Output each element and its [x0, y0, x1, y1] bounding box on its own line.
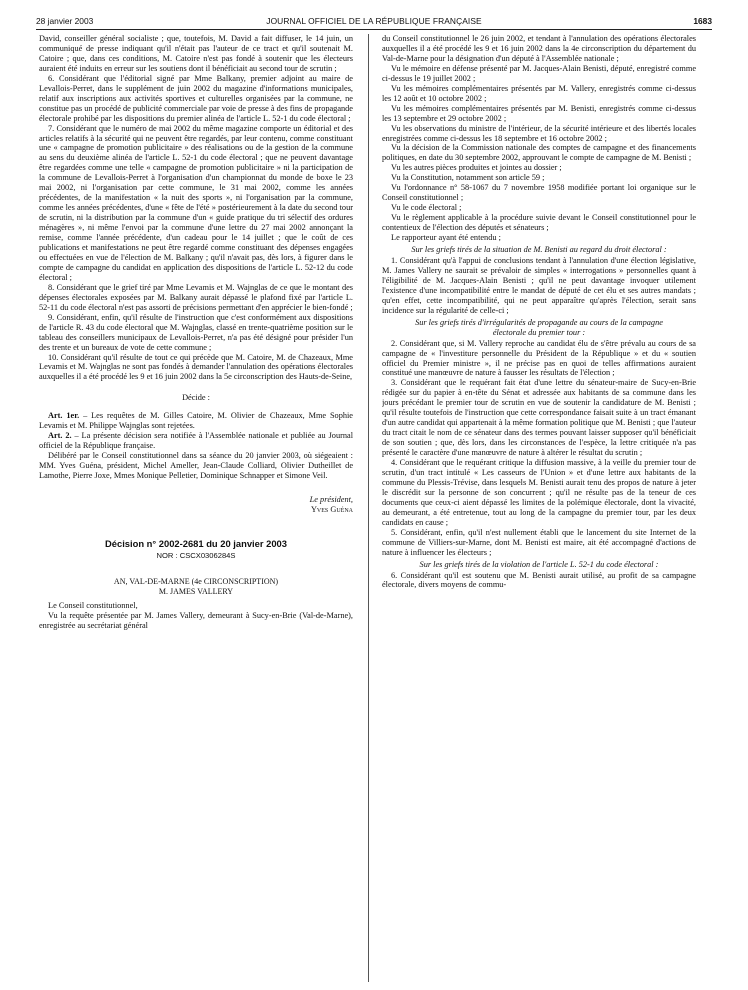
paragraph: 10. Considérant qu'il résulte de tout ce qui précède que M. Catoire, M. de Chazeaux, Mme Levamis et M. Wajnglas ne sont pas fondés à demander l'annulation des opérations électorales auxquelles il a été procédé les 9 et 16 juin 2002 dans la 5e circonscription des Hauts-de-Seine,: [39, 352, 353, 382]
article-2: [39, 431, 353, 451]
paragraph: Vu la requête présentée par M. James Vallery, demeurant à Sucy-en-Brie (Val-de-Marne), enregistrée au secrétariat général: [39, 610, 353, 630]
paragraph: 4. Considérant que le requérant critique la diffusion massive, à la veille du premier tour de scrutin, d'un tract intitulé « Les casseurs de l'Union » et d'une lettre aux habitants de la commune du Plessis-Trévise, dans lesquels M. Benisti aurait tenu des propos de nature à jeter le discrédit sur la personne de son concurrent ; qu'il ne résulte pas de la teneur de ces documents que ceux-ci aient dépassé les limites de la polémique électorale, dont la vivacité, au demeurant, a été entretenue, tout au long de la campagne du premier tour, par les deux candidats en cause ;: [382, 458, 696, 527]
paragraph: 8. Considérant que le grief tiré par Mme Levamis et M. Wajnglas de ce que le montant des dépenses électorales exposées par M. Balkany aurait dépassé le plafond fixé par l'article L. 52-11 du code électoral n'est pas assorti de précisions permettant d'en apprécier le bien-fondé ;: [39, 282, 353, 312]
section-heading: Sur les griefs tirés de la situation de M. Benisti au regard du droit électoral :: [411, 245, 667, 255]
header-rule: [36, 29, 712, 30]
paragraph: 5. Considérant, enfin, qu'il n'est nullement établi que le lancement du site Internet de la commune de Villiers-sur-Marne, dont M. Benisti est maire, ait été accompagné d'actions de nature à influencer les électeurs ;: [382, 527, 696, 557]
left-column: [39, 34, 353, 982]
paragraph: Vu les mémoires complémentaires présentés par M. Benisti, enregistrés comme ci-dessus les 13 septembre et 29 octobre 2002 ;: [382, 103, 696, 123]
paragraph: 7. Considérant que le numéro de mai 2002 du même magazine comporte un éditorial et des articles relatifs à la sécurité qui ne peuvent être regardés, par leur contenu, comme constituant une « campagne de promotion publicitaire » des réalisations ou de la gestion de la commune au sens du deuxième alinéa de l'article L. 52-1 du code électoral ; que ne peuvent davantage être regardées comme une telle « campagne de promotion publicitaire » ni la participation de la commune de Levallois-Perret à l'organisation d'un championnat du monde de boxe le 23 mai 2002, ni l'organisation par cette commune, le 31 mai 2002, comme les années précédentes, de la manifestation « la nuit des sports », ni l'organisation par la commune, comme les années précédentes, d'une « fête de l'été » postérieurement à la date du second tour de scrutin, ni la distribution par la commune d'un « guide pratique du tri sélectif des ordures ménagères », ni même l'envoi par la commune d'une lettre du 27 mai 2002 annonçant la remise, comme l'année précédente, d'un cadeau pour le 14 juillet ; que le coût de ces publications et manifestations ne peut être regardé comme constituant des dépenses engagées ou effectuées en vue de l'élection de M. Balkany ; qu'il n'avait pas, dès lors, à figurer dans le compte de campagne du candidat en application des dispositions de l'article L. 52-12 du code électoral ;: [39, 123, 353, 282]
right-column: [382, 34, 696, 982]
paragraph: 3. Considérant que le requérant fait état d'une lettre du sénateur-maire de Sucy-en-Brie rédigée sur du papier à en-tête du Sénat et adressée aux habitants de sa commune dans les jours précédant le premier tour de scrutin en vue de soutenir la candidature de M. Benisti ; qu'il résulte toutefois de l'instruction que cette correspondance faisait suite à un tract émanant d'un autre candidat qui appartenait à la même formation politique que M. Benisti ; que l'auteur du tract citait le nom de ce sénateur dans des termes pouvant laisser supposer qu'il bénéficiait de son soutien ; que, dès lors, dans les circonstances de l'espèce, la lettre critiquée n'a pas présenté le caractère d'une manœuvre de nature à altérer le résultat du scrutin ;: [382, 378, 696, 458]
column-divider: [368, 34, 369, 982]
article-2-label: Art. 2.: [48, 431, 72, 441]
paragraph: Vu le mémoire en défense présenté par M. Jacques-Alain Benisti, député, enregistré comme ci-dessus le 19 juillet 2002 ;: [382, 63, 696, 83]
paragraph: 1. Considérant qu'à l'appui de conclusions tendant à l'annulation d'une élection législative, M. James Vallery ne saurait se prévaloir de simples « interrogations » personnelles quant à l'éligibilité de M. Jacques-Alain Benisti ; qu'il ne peut davantage invoquer utilement l'existence d'une incompatibilité entre le mandat de député de cet élu et ses autres mandats ; qu'en effet, cette incompatibilité, qui ne peut apparaître qu'après l'élection, serait sans incidence sur la régularité de celle-ci ;: [382, 255, 696, 315]
paragraph: Le rapporteur ayant été entendu ;: [391, 233, 501, 243]
paragraph: David, conseiller général socialiste ; que, toutefois, M. David a fait diffuser, le 14 juin, un communiqué de presse indiquant qu'il n'était pas l'auteur de ce tract et qu'il soutenait M. Catoire ; que, dans ces conditions, M. Catoire n'est pas fondé à soutenir que les électeurs auraient été induits en erreur sur les soutiens dont il bénéficiait au second tour de scrutin ;: [39, 34, 353, 73]
paragraph: Le Conseil constitutionnel,: [48, 600, 138, 610]
header-page-number: 1683: [693, 16, 712, 26]
paragraph: Vu le règlement applicable à la procédure suivie devant le Conseil constitutionnel pour le contentieux de l'élection des députés et sénateurs ;: [382, 213, 696, 233]
article-2-text: – La présente décision sera notifiée à l'Assemblée nationale et publiée au Journal officiel de la République française.: [39, 431, 353, 451]
header-journal-title: JOURNAL OFFICIEL DE LA RÉPUBLIQUE FRANÇAISE: [266, 16, 482, 26]
paragraph: Vu le code électoral ;: [391, 203, 462, 213]
paragraph: Vu les mémoires complémentaires présentés par M. Vallery, enregistrés comme ci-dessus les 12 août et 10 octobre 2002 ;: [382, 83, 696, 103]
paragraph: 2. Considérant que, si M. Vallery reproche au candidat élu de s'être prévalu au cours de sa campagne de « l'investiture personnelle du Président de la République » et du « soutien officiel du Premier ministre », il ne précise pas en quoi de telles affirmations auraient constitué une manœuvre de nature à fausser les résultats de l'élection ;: [382, 338, 696, 378]
article-1: [39, 411, 353, 431]
signature-name: Yves Guéna: [310, 504, 353, 514]
paragraph: 6. Considérant que l'éditorial signé par Mme Balkany, premier adjoint au maire de Levallois-Perret, dans le supplément de juin 2002 du magazine d'informations municipales, relatif aux inscriptions aux activités sportives et culturelles organisées par la commune, ne constitue pas un procédé de publicité commerciale par voie de presse à des fins de propagande électorale prohibé par les dispositions du premier alinéa de l'article L. 52-1 du code électoral ;: [39, 73, 353, 123]
header-date: 28 janvier 2003: [36, 16, 94, 26]
article-1-text: – Les requêtes de M. Gilles Catoire, M. Olivier de Chazeaux, Mme Sophie Levamis et M. Philippe Wajnglas sont rejetées.: [39, 411, 353, 431]
section-heading: Sur les griefs tirés d'irrégularités de propagande au cours de la campagne électorale du premier tour :: [415, 317, 663, 337]
paragraph: Vu les autres pièces produites et jointes au dossier ;: [391, 163, 562, 173]
deliberation: Délibéré par le Conseil constitutionnel dans sa séance du 20 janvier 2003, où siégeaient : MM. Yves Guéna, président, Michel Ameller, Jean-Claude Colliard, Olivier Dutheillet de Lamothe, Pierre Joxe, Mmes Monique Pelletier, Dominique Schnapper et Simone Veil.: [39, 451, 353, 481]
decision-circonscription: AN, VAL-DE-MARNE (4e CIRCONSCRIPTION): [113, 576, 279, 586]
page-header: [36, 14, 712, 30]
paragraph: Vu la décision de la Commission nationale des comptes de campagne et des financements politiques, en date du 30 septembre 2002, approuvant le compte de campagne de M. Benisti ;: [382, 143, 696, 163]
decide-heading: Décide :: [182, 393, 210, 403]
decision-title: Décision n° 2002-2681 du 20 janvier 2003: [105, 537, 287, 549]
paragraph: 6. Considérant qu'il est soutenu que M. Benisti aurait utilisé, au profit de sa campagne électorale, divers moyens de commu-: [382, 570, 696, 590]
section-heading: Sur les griefs tirés de la violation de l'article L. 52-1 du code électoral :: [419, 559, 659, 569]
paragraph: Vu les observations du ministre de l'intérieur, de la sécurité intérieure et des libertés locales enregistrées comme ci-dessus les 18 septembre et 16 octobre 2002 ;: [382, 123, 696, 143]
paragraph: 9. Considérant, enfin, qu'il résulte de l'instruction que c'est conformément aux dispositions de l'article R. 43 du code électoral que M. Wajnglas, classé en trente-quatrième position sur le tableau des conseillers municipaux de Levallois-Perret, n'a pas été désigné pour présider l'un des trente et un bureaux de vote de cette commune ;: [39, 312, 353, 352]
article-1-label: Art. 1er.: [48, 411, 80, 421]
decision-party-name: M. JAMES VALLERY: [158, 586, 234, 596]
paragraph: Vu l'ordonnance n° 58-1067 du 7 novembre 1958 modifiée portant loi organique sur le Conseil constitutionnel ;: [382, 183, 696, 203]
paragraph: du Conseil constitutionnel le 26 juin 2002, et tendant à l'annulation des opérations électorales auxquelles il a été procédé les 9 et 16 juin 2002 dans la 4e circonscription du département du Val-de-Marne pour la désignation d'un député à l'Assemblée nationale ;: [382, 34, 696, 63]
signature-role: Le président,: [309, 494, 353, 504]
decision-nor: NOR : CSCX0306284S: [156, 550, 236, 560]
paragraph: Vu la Constitution, notamment son article 59 ;: [391, 173, 545, 183]
